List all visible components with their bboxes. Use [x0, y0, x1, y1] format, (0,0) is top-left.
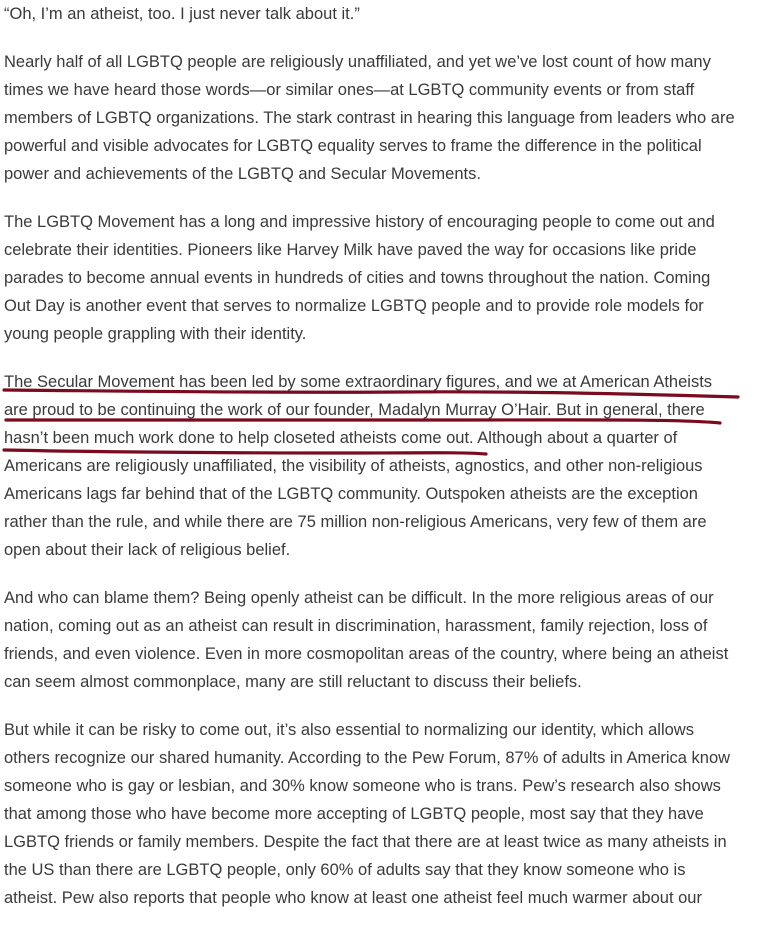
paragraph-who-can-blame-them: And who can blame them? Being openly atheist can be difficult. In the more religious areas of our nation, coming out as an atheist can result in discrimination, harassment, family rejection, loss of friends, and even violence. Even in more cosmopolitan areas of the country, where being an atheist can seem almost commonplace, many are still reluctant to discuss their beliefs. — [4, 589, 729, 691]
paragraph-religiously-unaffiliated: Nearly half of all LGBTQ people are religiously unaffiliated, and yet we’ve lost count of how many times we have heard those words—or similar ones—at LGBTQ community events or from staff members of LGBTQ organizations. The stark contrast in hearing this language from leaders who are powerful and visible advocates for LGBTQ equality serves to frame the difference in the political power and achievements of the LGBTQ and Secular Movements. — [4, 53, 735, 183]
paragraph-risky-to-come-out: But while it can be risky to come out, it’s also essential to normalizing our identity, which allows others recognize our shared humanity. According to the Pew Forum, 87% of adults in America know someone who is gay or lesbian, and 30% know someone who is trans. Pew’s research also shows that among those who have become more accepting of LGBTQ people, most say that they have LGBTQ friends or family members. Despite the fact that there are at least twice as many atheists in the US than there are LGBTQ people, only 60% of adults say that they know someone who is atheist. Pew also reports that people who know at least one atheist feel much warmer about our — [4, 721, 731, 907]
paragraph-lgbtq-movement-history: The LGBTQ Movement has a long and impressive history of encouraging people to come out and celebrate their identities. Pioneers like Harvey Milk have paved the way for occasions like pride parades to become annual events in hundreds of cities and towns throughout the nation. Coming Out Day is another event that serves to normalize LGBTQ people and to provide role models for young people grappling with their identity. — [4, 213, 715, 343]
paragraph-secular-movement: The Secular Movement has been led by some extraordinary figures, and we at American Atheists are proud to be continuing the work of our founder, Madalyn Murray O’Hair. But in general, there hasn’t been much work done to help closeted atheists come out. Although about a quarter of Americans are religiously unaffiliated, the visibility of atheists, agnostics, and other non-religious Americans lags far behind that of the LGBTQ community. Outspoken atheists are the exception rather than the rule, and while there are 75 million non-religious Americans, very few of them are open about their lack of religious belief. — [4, 373, 713, 559]
article-body — [4, 0, 760, 932]
paragraph-opening-quote: “Oh, I’m an atheist, too. I just never talk about it.” — [4, 5, 360, 23]
